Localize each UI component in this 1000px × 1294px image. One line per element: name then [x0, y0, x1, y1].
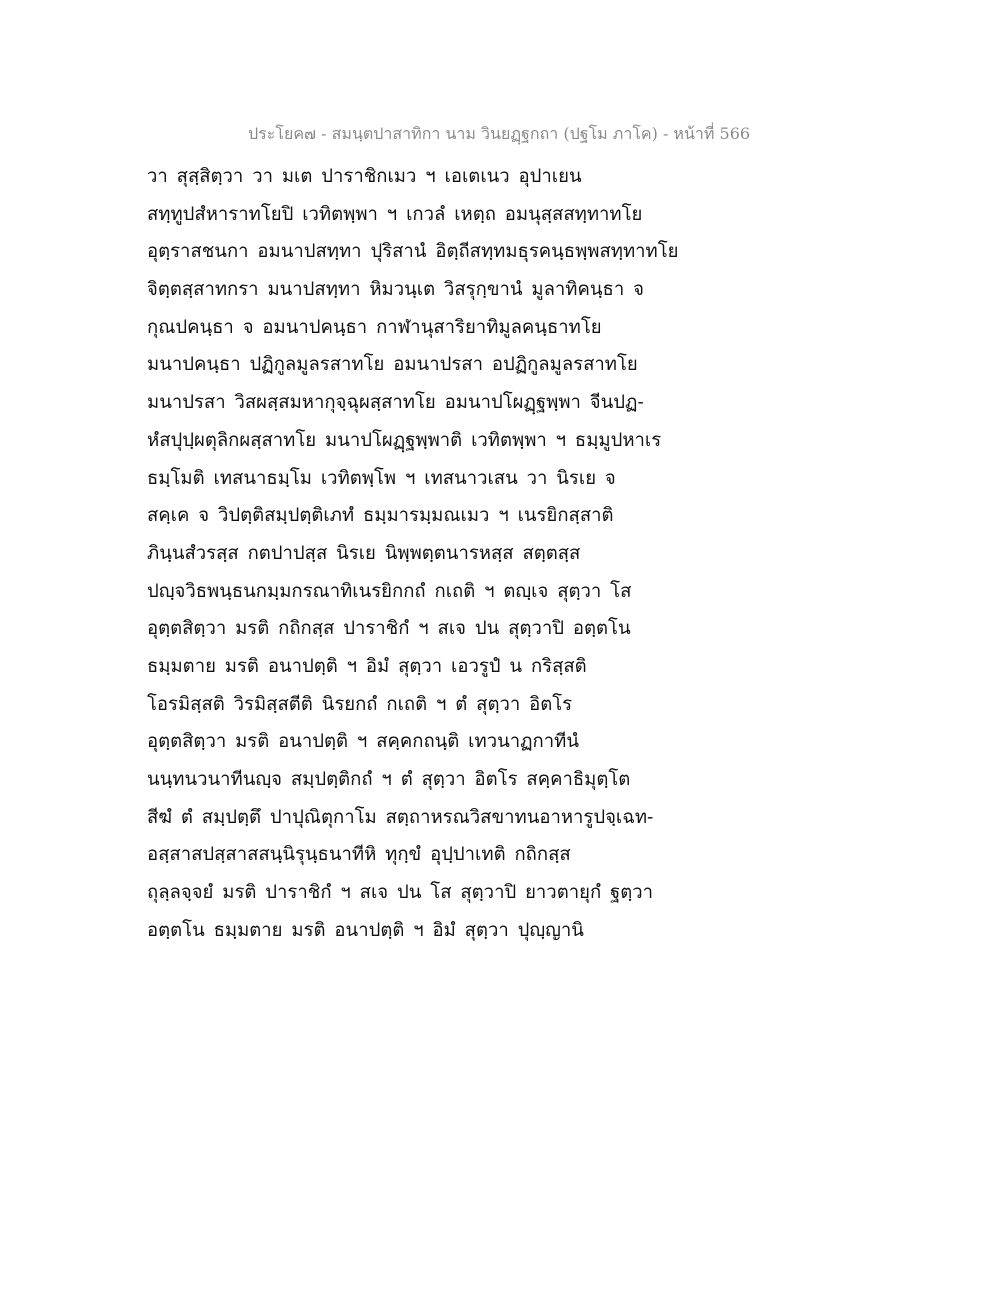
- text-line: อตฺตโน ธมฺมตาย มรติ อนาปตฺติ ฯ อิมํ สุตฺวา ปุญฺญานิ: [147, 919, 584, 941]
- text-line: หํสปุปฺผตุลิกผสฺสาทโย มนาปโผฏฺฐพฺพาติ เวทิตพฺพา ฯ ธมฺมูปหาเร: [147, 429, 662, 451]
- text-line: อสฺสาสปสฺสาสสนฺนิรุนฺธนาทีหิ ทุกฺขํ อุปฺปาเทติ กถิกสฺส: [147, 844, 571, 866]
- text-line: โอรมิสฺสติ วิรมิสฺสตีติ นิรยกถํ กเถติ ฯ ตํ สุตฺวา อิตโร: [147, 693, 573, 715]
- text-line: ถุลฺลจฺจยํ มรติ ปาราชิกํ ฯ สเจ ปน โส สุตฺวาปิ ยาวตายุกํ ฐตฺวา: [147, 882, 654, 904]
- running-header: ประโยค๗ - สมนฺตปาสาทิกา นาม วินยฏฺฐกถา (ปฐโม ภาโค) - หน้าที่ 566: [248, 124, 751, 143]
- text-line: อุตฺตสิตฺวา มรติ อนาปตฺติ ฯ สคฺคกถนฺติ เทวนาฏกาทีนํ: [147, 731, 579, 753]
- text-line: ธมฺมตาย มรติ อนาปตฺติ ฯ อิมํ สุตฺวา เอวรูปํ น กริสฺสติ: [147, 655, 587, 677]
- text-line: ปญฺจวิธพนฺธนกมฺมกรณาทิเนรยิกกถํ กเถติ ฯ ตญฺเจ สุตฺวา โส: [147, 580, 632, 602]
- text-line: จิตฺตสฺสาทกรา มนาปสทฺทา หิมวนฺเต วิสรุกฺขานํ มูลาทิคนฺธา จ: [147, 279, 644, 301]
- body-text: [147, 158, 727, 949]
- text-line: กุณปคนฺธา จ อมนาปคนฺธา กาฬานุสาริยาทิมูลคนฺธาทโย: [147, 316, 602, 338]
- text-line: วา สุสฺสิตฺวา วา มเต ปาราชิกเมว ฯ เอเตเนว อุปาเยน: [147, 166, 582, 187]
- text-line: อุตฺราสชนกา อมนาปสทฺทา ปุริสานํ อิตฺถีสทฺทมธุรคนฺธพฺพสทฺทาทโย: [147, 241, 679, 263]
- text-line: สทฺทูปสํหาราทโยปิ เวทิตพฺพา ฯ เกวลํ เหตฺถ อมนุสฺสสทฺทาทโย: [147, 203, 643, 225]
- text-line: มนาปคนฺธา ปฏิกูลมูลรสาทโย อมนาปรสา อปฏิกูลมูลรสาทโย: [147, 354, 638, 376]
- text-line: สคฺเค จ วิปตฺติสมฺปตฺติเภทํ ธมฺมารมฺมณเมว ฯ เนรยิกสฺสาติ: [147, 505, 614, 527]
- text-line: อุตฺตสิตฺวา มรติ กถิกสฺส ปาราชิกํ ฯ สเจ ปน สุตฺวาปิ อตฺตโน: [147, 618, 631, 640]
- text-line: ธมฺโมติ เทสนาธมฺโม เวทิตพฺโพ ฯ เทสนาวเสน วา นิรเย จ: [147, 467, 616, 489]
- text-line: มนาปรสา วิสผสฺสมหากุจฺฉุผสฺสาทโย อมนาปโผฏฺฐพฺพา จีนปฏ-: [147, 392, 644, 414]
- text-line: สีฆํ ตํ สมฺปตฺตึ ปาปุณิตุกาโม สตฺถาหรณวิสขาทนอาหารูปจฺเฉท-: [147, 806, 654, 828]
- text-line: นนฺทนวนาทีนญฺจ สมฺปตฺติกถํ ฯ ตํ สุตฺวา อิตโร สคฺคาธิมุตฺโต: [147, 769, 631, 790]
- text-line: ภินฺนสํวรสฺส กตปาปสฺส นิรเย นิพฺพตฺตนารหสฺส สตฺตสฺส: [147, 542, 581, 564]
